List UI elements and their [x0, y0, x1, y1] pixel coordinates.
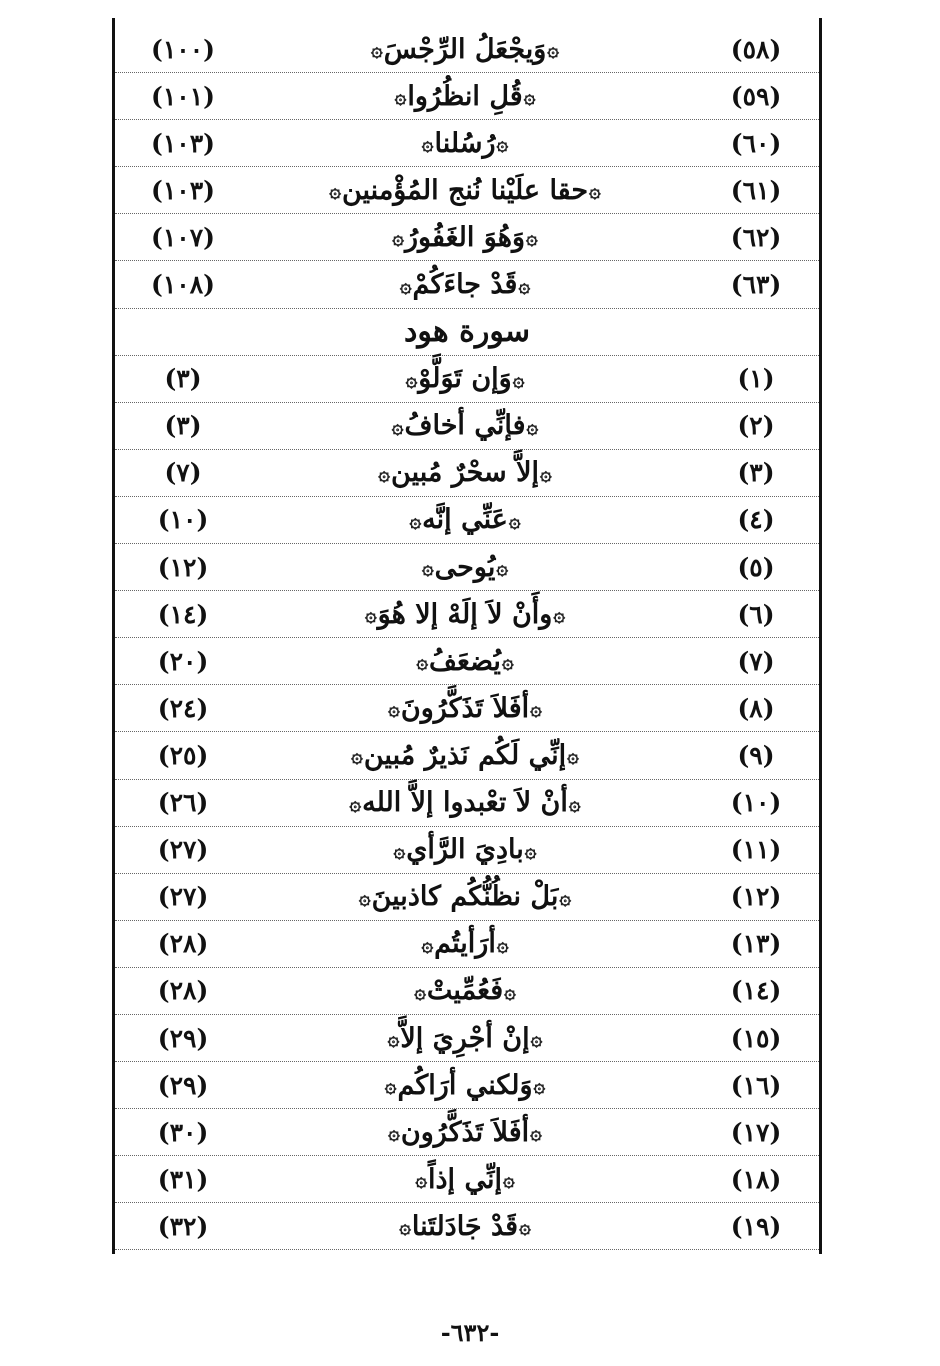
- index-table: [115, 26, 819, 1250]
- entry-number: (١٠): [730, 788, 782, 818]
- word-text: حقا علَيْنا نُنج المُؤْمنين: [341, 174, 589, 206]
- word-text: بَلْ نظُنُّكُم كاذبينَ: [371, 881, 559, 913]
- word-text: إلاَّ سحْرٌ مُبين: [391, 457, 539, 489]
- table-row: [115, 874, 819, 921]
- ornament-open-icon: ۞: [496, 555, 509, 580]
- table-row: [115, 403, 819, 450]
- rows-bottom: [115, 356, 819, 1251]
- ornament-close-icon: ۞: [421, 555, 434, 580]
- entry-number: (٨): [737, 693, 775, 723]
- ornament-close-icon: ۞: [415, 1167, 428, 1192]
- word-cell: [265, 921, 665, 967]
- table-row: [115, 497, 819, 544]
- word-cell: [265, 1109, 665, 1155]
- word-cell: [265, 638, 665, 684]
- word-cell: [265, 167, 665, 213]
- ornament-open-icon: ۞: [526, 413, 539, 438]
- table-row: [115, 1109, 819, 1156]
- table-row: [115, 638, 819, 685]
- word-cell: [265, 827, 665, 873]
- table-row: [115, 1062, 819, 1109]
- entry-number: (١٦): [730, 1070, 782, 1100]
- word-cell: [265, 1203, 665, 1249]
- table-row: [115, 356, 819, 403]
- table-row: [115, 921, 819, 968]
- word-text: فإنِّي أخافُ: [404, 410, 526, 442]
- entry-number: (١٥): [730, 1023, 782, 1053]
- page-reference: (٢٥): [157, 740, 209, 770]
- word-text: أفَلاَ تَذَكَّرُون: [400, 1116, 530, 1148]
- page-reference: (١٤): [157, 599, 209, 629]
- page-reference: (١٠٧): [151, 222, 215, 252]
- page-reference: (١٠٨): [151, 270, 215, 300]
- word-cell: [265, 403, 665, 449]
- word-cell: [265, 591, 665, 637]
- ornament-close-icon: ۞: [351, 743, 363, 768]
- entry-number: (٩): [737, 740, 775, 770]
- entry-number: (٢): [737, 411, 775, 441]
- word-cell: [265, 544, 665, 590]
- ornament-open-icon: ۞: [526, 225, 538, 250]
- page-reference: (١٠٣): [151, 175, 215, 205]
- ornament-open-icon: ۞: [508, 507, 521, 532]
- ornament-open-icon: ۞: [501, 649, 514, 674]
- entry-number: (٦): [737, 599, 775, 629]
- ornament-close-icon: ۞: [329, 178, 341, 203]
- ornament-open-icon: ۞: [539, 460, 552, 485]
- table-row: [115, 73, 819, 120]
- ornament-open-icon: ۞: [524, 837, 537, 862]
- word-text: وَإن تَوَلَّوْ: [418, 363, 512, 395]
- ornament-close-icon: ۞: [409, 507, 422, 532]
- page-reference: (٢٨): [157, 929, 209, 959]
- ornament-close-icon: ۞: [421, 931, 434, 956]
- ornament-close-icon: ۞: [399, 272, 412, 297]
- word-cell: [265, 685, 665, 731]
- ornament-close-icon: ۞: [394, 84, 407, 109]
- page-reference: (٣٠): [157, 1117, 209, 1147]
- table-row: [115, 450, 819, 497]
- word-cell: [265, 26, 665, 72]
- entry-number: (١١): [730, 835, 782, 865]
- page-reference: (٢٩): [157, 1070, 209, 1100]
- entry-number: (١٨): [730, 1164, 782, 1194]
- word-text: يُوحى: [434, 551, 496, 583]
- word-text: وَلكني أرَاكُم: [397, 1069, 533, 1101]
- entry-number: (١٧): [730, 1117, 782, 1147]
- table-row: [115, 544, 819, 591]
- ornament-open-icon: ۞: [547, 37, 560, 62]
- section-header-row: [115, 309, 819, 356]
- ornament-close-icon: ۞: [421, 131, 434, 156]
- page-reference: (٣١): [157, 1164, 209, 1194]
- word-text: أرَأيتُم: [434, 928, 496, 960]
- word-text: يُضعَفُ: [429, 645, 501, 677]
- ornament-open-icon: ۞: [567, 743, 579, 768]
- ornament-open-icon: ۞: [504, 978, 516, 1003]
- table-row: [115, 26, 819, 73]
- table-row: [115, 120, 819, 167]
- page-reference: (٢٧): [157, 882, 209, 912]
- entry-number: (٥): [737, 552, 775, 582]
- word-cell: [265, 1015, 665, 1061]
- ornament-open-icon: ۞: [496, 931, 509, 956]
- word-text: أفَلاَ تَذَكَّرُونَ: [400, 692, 530, 724]
- page-reference: (١٠): [157, 505, 209, 535]
- ornament-close-icon: ۞: [387, 1026, 400, 1051]
- table-row: [115, 780, 819, 827]
- ornament-close-icon: ۞: [416, 649, 429, 674]
- ornament-open-icon: ۞: [502, 1167, 515, 1192]
- ornament-open-icon: ۞: [496, 131, 509, 156]
- rows-top: [115, 26, 819, 309]
- ornament-close-icon: ۞: [388, 1120, 400, 1145]
- entry-number: (١٩): [730, 1211, 782, 1241]
- entry-number: (١٣): [730, 929, 782, 959]
- word-cell: [265, 356, 665, 402]
- word-cell: [265, 120, 665, 166]
- page-reference: (٢٩): [157, 1023, 209, 1053]
- ornament-open-icon: ۞: [530, 1120, 542, 1145]
- entry-number: (٥٩): [730, 81, 782, 111]
- word-text: وأَنْ لاَ إلَهْ إلا هُوَ: [377, 598, 553, 630]
- word-text: بادِيَ الرَّأي: [406, 834, 524, 866]
- ornament-open-icon: ۞: [553, 602, 566, 627]
- page-reference: (٢٤): [157, 693, 209, 723]
- word-cell: [265, 214, 665, 260]
- page-reference: (١٠١): [151, 81, 215, 111]
- ornament-open-icon: ۞: [530, 1026, 543, 1051]
- table-row: [115, 968, 819, 1015]
- ornament-open-icon: ۞: [589, 178, 601, 203]
- word-cell: [265, 261, 665, 307]
- table-row: [115, 1015, 819, 1062]
- entry-number: (٧): [737, 646, 775, 676]
- ornament-close-icon: ۞: [378, 460, 391, 485]
- word-text: قَدْ جاءَكُمْ: [412, 269, 518, 301]
- ornament-open-icon: ۞: [533, 1073, 546, 1098]
- page-reference: (٢٨): [157, 976, 209, 1006]
- entry-number: (٦٠): [730, 128, 782, 158]
- ornament-close-icon: ۞: [364, 602, 377, 627]
- entry-number: (١٤): [730, 976, 782, 1006]
- ornament-close-icon: ۞: [414, 978, 426, 1003]
- word-text: إنْ أجْرِيَ إلاَّ: [400, 1022, 530, 1054]
- table-row: [115, 167, 819, 214]
- entry-number: (١٢): [730, 882, 782, 912]
- entry-number: (٦٢): [730, 222, 782, 252]
- word-cell: [265, 780, 665, 826]
- table-row: [115, 261, 819, 308]
- word-text: وَيجْعَلُ الرِّجْسَ: [383, 33, 547, 65]
- word-cell: [265, 497, 665, 543]
- page-reference: (١٠٣): [151, 128, 215, 158]
- page-reference: (٣): [164, 364, 202, 394]
- ornament-close-icon: ۞: [399, 1214, 411, 1239]
- page-reference: (٢٦): [157, 788, 209, 818]
- word-cell: [265, 1062, 665, 1108]
- word-cell: [265, 450, 665, 496]
- ornament-open-icon: ۞: [512, 366, 525, 391]
- page-number: -٦٣٢-: [440, 1318, 500, 1347]
- table-row: [115, 827, 819, 874]
- table-row: [115, 732, 819, 779]
- word-text: وَهُوَ الغَفُورُ: [404, 221, 526, 253]
- ornament-open-icon: ۞: [559, 884, 572, 909]
- ornament-close-icon: ۞: [392, 225, 404, 250]
- table-row: [115, 1203, 819, 1250]
- page-reference: (٧): [164, 458, 202, 488]
- table-row: [115, 214, 819, 261]
- word-cell: [265, 732, 665, 778]
- table-row: [115, 685, 819, 732]
- word-text: قُلِ انظُرُوا: [407, 80, 523, 112]
- page-reference: (٢٧): [157, 835, 209, 865]
- word-cell: [265, 1156, 665, 1202]
- entry-number: (٥٨): [730, 34, 782, 64]
- page-reference: (١٠٠): [151, 34, 215, 64]
- word-text: قَدْ جَادَلتَنا: [411, 1210, 519, 1242]
- word-text: رُسُلنا: [434, 127, 496, 159]
- entry-number: (٦١): [730, 175, 782, 205]
- table-row: [115, 1156, 819, 1203]
- ornament-close-icon: ۞: [384, 1073, 397, 1098]
- entry-number: (٤): [737, 505, 775, 535]
- word-cell: [265, 874, 665, 920]
- ornament-close-icon: ۞: [388, 696, 400, 721]
- page-reference: (١٢): [157, 552, 209, 582]
- entry-number: (١): [737, 364, 775, 394]
- ornament-open-icon: ۞: [523, 84, 536, 109]
- entry-number: (٣): [737, 458, 775, 488]
- page-reference: (٣): [164, 411, 202, 441]
- ornament-open-icon: ۞: [519, 1214, 531, 1239]
- entry-number: (٦٣): [730, 270, 782, 300]
- ornament-open-icon: ۞: [568, 790, 581, 815]
- word-cell: [265, 968, 665, 1014]
- ornament-close-icon: ۞: [349, 790, 362, 815]
- word-text: عَنِّي إنَّه: [422, 504, 508, 536]
- word-text: فَعُمِّيتْ: [426, 975, 504, 1007]
- ornament-close-icon: ۞: [370, 37, 383, 62]
- ornament-open-icon: ۞: [530, 696, 542, 721]
- ornament-close-icon: ۞: [393, 837, 406, 862]
- ornament-close-icon: ۞: [405, 366, 418, 391]
- ornament-close-icon: ۞: [391, 413, 404, 438]
- word-text: إنِّي إذاً: [428, 1163, 502, 1195]
- word-cell: [265, 73, 665, 119]
- page-reference: (٢٠): [157, 646, 209, 676]
- ornament-close-icon: ۞: [358, 884, 371, 909]
- section-title: سورة هود: [404, 314, 530, 350]
- word-text: إنِّي لَكُم نَذيرٌ مُبين: [363, 739, 567, 771]
- ornament-open-icon: ۞: [518, 272, 531, 297]
- table-row: [115, 591, 819, 638]
- page-reference: (٣٢): [157, 1211, 209, 1241]
- word-text: أنْ لاَ تعْبدوا إلاَّ الله: [362, 787, 568, 819]
